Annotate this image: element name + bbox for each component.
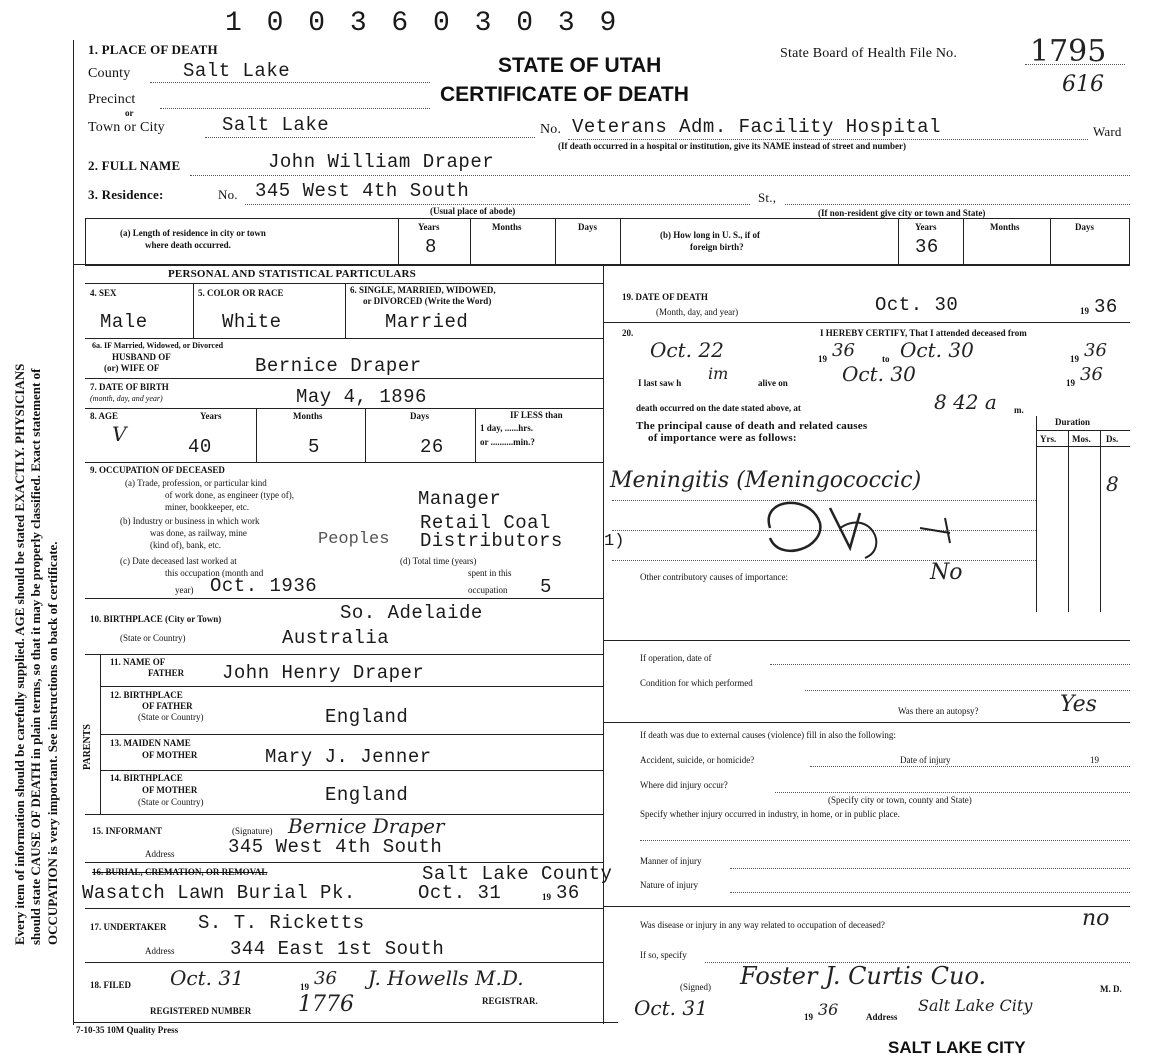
sex-value: Male <box>100 311 148 333</box>
occupation-b-value-2: Distributors <box>420 530 563 552</box>
birthplace-label-a: 10. BIRTHPLACE (City or Town) <box>90 614 222 624</box>
occupation-label: 9. OCCUPATION OF DECEASED <box>90 465 225 475</box>
less-label-b: 1 day, ......hrs. <box>480 423 534 433</box>
hospital-no-label: No. <box>540 122 562 137</box>
undertaker-label: 17. UNDERTAKER <box>90 922 167 932</box>
occ-b-label-2: was done, as railway, mine <box>150 528 247 538</box>
burial-year: 36 <box>556 882 580 904</box>
file-number: 1795 <box>1030 34 1107 69</box>
undertaker-address: 344 East 1st South <box>230 938 445 960</box>
scribble-mark <box>750 488 970 568</box>
duration-mos-header: Mos. <box>1072 434 1091 444</box>
md-label: M. D. <box>1100 984 1122 994</box>
town-value: Salt Lake <box>222 114 330 136</box>
informant-signature: Bernice Draper <box>288 814 445 838</box>
autopsy-label: Was there an autopsy? <box>898 706 979 716</box>
birthplace-label-b: (State or Country) <box>120 633 186 643</box>
physician-signature: Foster J. Curtis Cuo. <box>740 962 987 990</box>
res-months-header: Months <box>492 222 522 232</box>
nonresident-note: (If non-resident give city or town and State) <box>818 208 986 218</box>
father-birth-value: England <box>325 706 409 728</box>
certify-to-label: to <box>882 354 890 364</box>
father-value: John Henry Draper <box>222 662 425 684</box>
occupation-b-overprint: Peoples <box>318 530 390 549</box>
hospital-note: (If death occurred in a hospital or institution, give its NAME instead of street and number) <box>558 141 907 151</box>
spouse-label-a: 6a. IF Married, Widowed, or Divorced <box>92 341 224 350</box>
informant-label: 15. INFORMANT <box>92 826 162 836</box>
signed-label: (Signed) <box>680 982 711 992</box>
residence-label: 3. Residence: <box>88 187 164 202</box>
reg-number-label: REGISTERED NUMBER <box>150 1006 252 1016</box>
sex-label: 4. SEX <box>90 288 117 298</box>
age-months-value: 5 <box>308 436 320 458</box>
margin-note-3: OCCUPATION is very important. See instructions on back of certificate. <box>45 541 60 945</box>
burial-place: Wasatch Lawn Burial Pk. <box>82 882 356 904</box>
occ-b-label-3: (kind of), bank, etc. <box>150 540 221 550</box>
cause-days: 8 <box>1106 472 1119 496</box>
spouse-label-c: (or) WIFE OF <box>104 363 160 373</box>
full-name-label: 2. FULL NAME <box>88 158 181 173</box>
filed-date: Oct. 31 <box>170 966 244 990</box>
certify-from-year: 36 <box>832 340 855 361</box>
birthplace-country: Australia <box>282 627 390 649</box>
duration-header: Duration <box>1055 417 1091 427</box>
last-saw-label: I last saw h <box>638 378 682 388</box>
last-saw-date: Oct. 30 <box>842 362 916 386</box>
occ-c-label-1: (c) Date deceased last worked at <box>120 556 237 566</box>
spouse-value: Bernice Draper <box>255 355 422 377</box>
margin-note-1: Every item of information should be carefully supplied. AGE should be stated EXACTLY. PHYSICIANS <box>12 363 27 945</box>
filed-label: 18. FILED <box>90 980 132 990</box>
undertaker-name: S. T. Ricketts <box>198 912 365 934</box>
serial-number: 1 0 0 3 6 0 3 0 3 9 <box>225 8 621 39</box>
duration-yrs-header: Yrs. <box>1040 434 1057 444</box>
form-code: 7-10-35 10M Quality Press <box>76 1025 179 1035</box>
state-title: STATE OF UTAH <box>498 54 662 77</box>
certify-to-year: 36 <box>1084 340 1107 361</box>
father-birth-label-a: 12. BIRTHPLACE <box>110 690 183 700</box>
burial-date: Oct. 31 <box>418 882 502 904</box>
residence-value: 345 West 4th South <box>255 180 470 202</box>
cause-label-1: The principal cause of death and related causes <box>636 420 868 432</box>
sign-year-prefix: 19 <box>804 1012 813 1022</box>
occ-a-label-2: of work done, as engineer (type of), <box>165 490 294 500</box>
age-days-header: Days <box>410 411 430 421</box>
sign-year: 36 <box>818 1000 839 1019</box>
certify-to-date: Oct. 30 <box>900 338 974 362</box>
autopsy-value: Yes <box>1060 692 1097 717</box>
parents-side-label: PARENTS <box>82 724 93 770</box>
alive-on-label: alive on <box>758 378 788 388</box>
occ-b-label-1: (b) Industry or business in which work <box>120 516 260 526</box>
certify-number: 20. <box>622 328 634 338</box>
filed-year-prefix: 19 <box>300 982 309 992</box>
burial-label: 16. BURIAL, CREMATION, OR REMOVAL <box>92 867 268 877</box>
dob-value: May 4, 1896 <box>296 386 427 408</box>
m-label: m. <box>1014 405 1024 415</box>
occupation-c-value: Oct. 1936 <box>210 575 318 597</box>
res-days-header: Days <box>578 222 598 232</box>
occ-c-label-3: year) <box>175 585 194 595</box>
mother-birth-label-c: (State or Country) <box>138 797 204 807</box>
occ-a-label-3: miner, bookkeeper, etc. <box>165 502 249 512</box>
birthplace-city: So. Adelaide <box>340 602 483 624</box>
age-years-header: Years <box>200 411 222 421</box>
occ-d-label-1: (d) Total time (years) <box>400 556 477 566</box>
contributory-value: No <box>930 560 963 585</box>
certify-text: I HEREBY CERTIFY, That I attended deceased from <box>820 328 1027 338</box>
us-years-header: Years <box>915 222 937 232</box>
condition-label: Condition for which performed <box>640 678 753 688</box>
where-label: Where did injury occur? <box>640 780 728 790</box>
marital-value: Married <box>385 311 469 333</box>
burial-county: Salt Lake County <box>422 863 613 885</box>
mother-birth-value: England <box>325 784 409 806</box>
mother-value: Mary J. Jenner <box>265 746 432 768</box>
res-years-value: 8 <box>425 236 437 258</box>
death-date-label-b: (Month, day, and year) <box>656 307 739 317</box>
death-date-label-a: 19. DATE OF DEATH <box>622 292 708 302</box>
mother-label-a: 13. MAIDEN NAME <box>110 738 191 748</box>
physician-address-label: Address <box>866 1012 898 1022</box>
margin-note-2: should state CAUSE OF DEATH in plain terms, so that it may be properly classified. Exact statement of <box>28 368 43 945</box>
dob-label-a: 7. DATE OF BIRTH <box>90 382 169 392</box>
informant-address-label: Address <box>145 849 175 859</box>
sign-date: Oct. 31 <box>634 996 708 1020</box>
ward-label: Ward <box>1093 124 1122 139</box>
hospital-value: Veterans Adm. Facility Hospital <box>572 116 941 138</box>
filed-year: 36 <box>314 968 337 989</box>
cause-value: Meningitis (Meningococcic) <box>610 468 922 493</box>
if-so-label: If so, specify <box>640 950 687 960</box>
county-value: Salt Lake <box>183 60 291 82</box>
less-label-a: IF LESS than <box>510 410 563 420</box>
race-label: 5. COLOR OR RACE <box>198 288 284 298</box>
us-label-b: foreign birth? <box>690 242 744 252</box>
us-label-a: (b) How long in U. S., if of <box>660 230 761 240</box>
mother-birth-label-b: OF MOTHER <box>142 785 198 795</box>
death-year: 36 <box>1094 296 1118 318</box>
last-saw-year-prefix: 19 <box>1066 378 1075 388</box>
operation-label: If operation, date of <box>640 653 712 663</box>
certificate-title: CERTIFICATE OF DEATH <box>440 83 689 106</box>
certify-to-year-prefix: 19 <box>1070 354 1079 364</box>
usual-abode-note: (Usual place of abode) <box>430 206 516 216</box>
manner-label: Manner of injury <box>640 856 702 866</box>
registrar-signature: J. Howells M.D. <box>368 966 524 990</box>
res-years-header: Years <box>418 222 440 232</box>
age-check-mark: V <box>112 422 127 446</box>
father-birth-label-b: OF FATHER <box>142 701 193 711</box>
duration-ds-header: Ds. <box>1106 434 1119 444</box>
residence-no-label: No. <box>218 187 238 202</box>
father-birth-label-c: (State or Country) <box>138 712 204 722</box>
death-time: 8 42 a <box>934 390 997 414</box>
city-stamp: SALT LAKE CITY <box>888 1038 1026 1057</box>
race-value: White <box>222 311 282 333</box>
occ-related-label: Was disease or injury in any way related to occupation of deceased? <box>640 920 885 930</box>
certify-from-date: Oct. 22 <box>650 338 724 362</box>
county-label: County <box>88 66 131 81</box>
town-label: Town or City <box>88 120 165 135</box>
nature-label: Nature of injury <box>640 880 698 890</box>
spouse-label-b: HUSBAND OF <box>112 352 171 362</box>
accident-label: Accident, suicide, or homicide? <box>640 755 755 765</box>
age-months-header: Months <box>293 411 323 421</box>
precinct-label: Precinct <box>88 92 136 107</box>
occupation-d-value: 5 <box>540 576 552 598</box>
age-years-value: 40 <box>188 436 212 458</box>
occupation-a-value: Manager <box>418 488 502 510</box>
residence-st-label: St., <box>758 190 777 205</box>
death-date-value: Oct. 30 <box>875 294 959 316</box>
specify-label: Specify whether injury occurred in industry, in home, or in public place. <box>640 809 900 819</box>
file-subnumber: 616 <box>1062 72 1104 97</box>
mother-birth-label-a: 14. BIRTHPLACE <box>110 773 183 783</box>
burial-year-prefix: 19 <box>542 892 551 902</box>
father-label-b: FATHER <box>148 668 185 678</box>
death-time-label: death occurred on the date stated above, at <box>636 403 801 413</box>
occ-c-label-2: this occupation (month and <box>165 568 264 578</box>
length-residence-label-b: where death occurred. <box>145 240 231 250</box>
certify-from-year-prefix: 19 <box>818 354 827 364</box>
registrar-label: REGISTRAR. <box>482 996 538 1006</box>
injury-date-label: Date of injury <box>900 755 951 765</box>
informant-address: 345 West 4th South <box>228 836 443 858</box>
full-name-value: John William Draper <box>268 151 495 173</box>
dob-label-b: (month, day, and year) <box>90 394 163 403</box>
personal-heading: PERSONAL AND STATISTICAL PARTICULARS <box>168 268 416 280</box>
place-of-death-heading: 1. PLACE OF DEATH <box>88 42 218 57</box>
mother-label-b: OF MOTHER <box>142 750 198 760</box>
age-label: 8. AGE <box>90 411 119 421</box>
occ-d-label-2: spent in this <box>468 568 512 578</box>
injury-year-prefix: 19 <box>1090 755 1099 765</box>
physician-address: Salt Lake City <box>918 996 1033 1015</box>
file-number-label: State Board of Health File No. <box>780 46 958 61</box>
age-days-value: 26 <box>420 436 444 458</box>
contributory-label: Other contributory causes of importance: <box>640 572 788 582</box>
marital-label-b: or DIVORCED (Write the Word) <box>363 296 492 306</box>
us-years-value: 36 <box>915 236 939 258</box>
where-note: (Specify city or town, county and State) <box>828 795 972 805</box>
occupation-b-value-1: Retail Coal <box>420 512 551 534</box>
last-saw-him: im <box>708 364 729 383</box>
occ-a-label-1: (a) Trade, profession, or particular kind <box>125 478 267 488</box>
or-label: or <box>125 108 134 118</box>
father-label-a: 11. NAME OF <box>110 657 166 667</box>
undertaker-address-label: Address <box>145 946 175 956</box>
marital-label-a: 6. SINGLE, MARRIED, WIDOWED, <box>350 285 496 295</box>
cause-label-2: of importance were as follows: <box>648 432 797 444</box>
us-days-header: Days <box>1075 222 1095 232</box>
occ-d-label-3: occupation <box>468 585 508 595</box>
informant-sig-label: (Signature) <box>232 826 273 836</box>
length-residence-label-a: (a) Length of residence in city or town <box>120 228 266 238</box>
reg-number: 1776 <box>298 992 354 1017</box>
last-saw-year: 36 <box>1080 364 1103 385</box>
occupation-b-suffix: 1) <box>604 532 625 551</box>
death-year-prefix: 19 <box>1080 306 1089 316</box>
external-label: If death was due to external causes (violence) fill in also the following: <box>640 730 896 740</box>
us-months-header: Months <box>990 222 1020 232</box>
less-label-c: or ..........min.? <box>480 437 535 447</box>
occ-related-value: no <box>1082 906 1110 931</box>
